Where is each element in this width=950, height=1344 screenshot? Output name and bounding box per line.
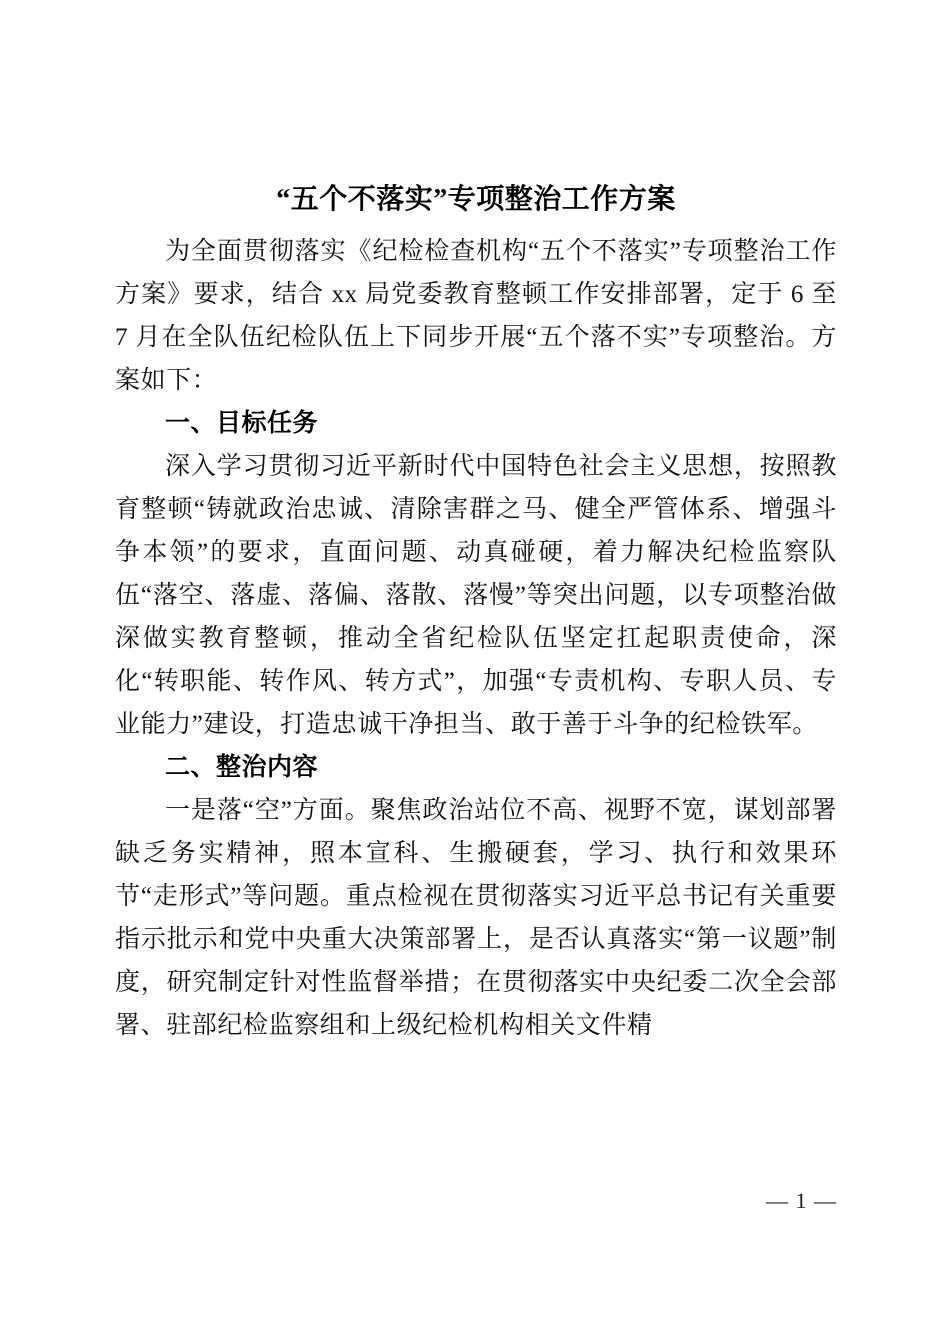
section-heading-objectives: 一、目标任务 xyxy=(165,409,319,437)
page-number-footer: — 1 — xyxy=(766,1188,837,1213)
document-body xyxy=(115,178,837,1047)
paragraph-content-one: 一是落“空”方面。聚焦政治站位不高、视野不宽，谋划部署缺乏务实精神，照本宣科、生搬硬套，学习、执行和效果环节“走形式”等问题。重点检视在贯彻落实习近平总书记有关重要指示批示和党中央重大决策部署上，是否认真落实“第一议题”制度，研究制定针对性监督举措；在贯彻落实中央纪委二次全会部署、驻部纪检监察组和上级纪检机构相关文件精 xyxy=(115,797,837,1039)
section-heading-content: 二、整治内容 xyxy=(165,753,319,781)
page-title: “五个不落实”专项整治工作方案 xyxy=(276,184,676,215)
paragraph-intro: 为全面贯彻落实《纪检检查机构“五个不落实”专项整治工作方案》要求，结合 xx 局党委教育整顿工作安排部署，定于 6 至 7 月在全队伍纪检队伍上下同步开展“五个落不实”专项整治。方案如下： xyxy=(115,238,837,394)
paragraph-objectives: 深入学习贯彻习近平新时代中国特色社会主义思想，按照教育整顿“铸就政治忠诚、清除害群之马、健全严管体系、增强斗争本领”的要求，直面问题、动真碰硬，着力解决纪检监察队伍“落空、落虚、落偏、落散、落慢”等突出问题，以专项整治做深做实教育整顿，推动全省纪检队伍坚定扛起职责使命，深化“转职能、转作风、转方式”，加强“专责机构、专职人员、专业能力”建设，打造忠诚干净担当、敢于善于斗争的纪检铁军。 xyxy=(115,453,837,738)
